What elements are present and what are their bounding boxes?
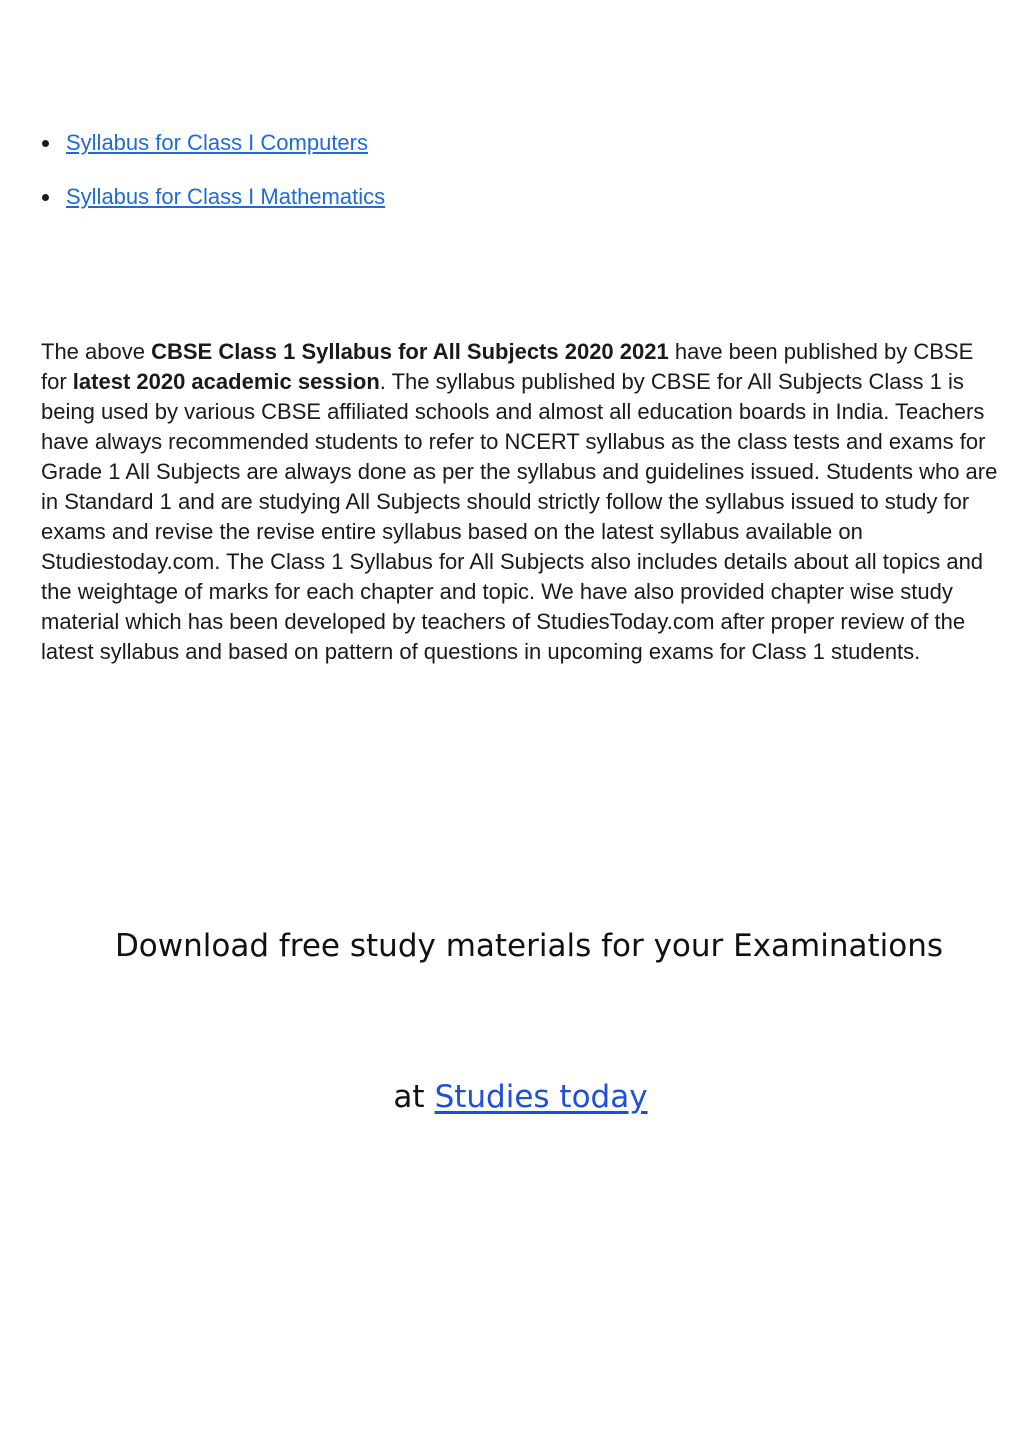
bullet-icon [42, 140, 49, 147]
mathematics-syllabus-link[interactable]: Syllabus for Class I Mathematics [66, 184, 386, 209]
paragraph-text: The above [41, 339, 152, 364]
studies-today-link[interactable]: Studies today [434, 1079, 648, 1115]
computers-syllabus-link[interactable]: Syllabus for Class I Computers [66, 130, 368, 155]
list-item [40, 182, 385, 212]
paragraph-text: have been published by CBSE for [41, 339, 974, 394]
paragraph-text: . The syllabus published by CBSE for All Subjects Class 1 is being used by various CBSE affiliated schools and almost all education boards in India. Teachers have always recommended students to refer to NCERT syllabus as the class tests and exams for Grade 1 All Subjects are always done as per the syllabus and guidelines issued. Students who are in Standard 1 and are studying All Subjects should strictly follow the syllabus issued to study for exams and revise the revise entire syllabus based on the latest syllabus available on Studiestoday.com. The Class 1 Syllabus for All Subjects also includes details about all topics and the weightage of marks for each chapter and topic. We have also provided chapter wise study material which has been developed by teachers of StudiesToday.com after proper review of the latest syllabus and based on pattern of questions in upcoming exams for Class 1 students. [41, 369, 998, 664]
syllabus-link-list [40, 128, 385, 236]
promo-at-text: at [393, 1079, 425, 1115]
paragraph-bold-text: latest 2020 academic session [72, 369, 380, 394]
promo-site-line [0, 1079, 1023, 1115]
bullet-icon [42, 194, 49, 201]
list-item [40, 128, 385, 158]
download-promo-heading: Download free study materials for your Examinations [114, 928, 944, 964]
syllabus-description-paragraph [41, 337, 1003, 667]
paragraph-bold-text: CBSE Class 1 Syllabus for All Subjects 2020 2021 [151, 339, 669, 364]
